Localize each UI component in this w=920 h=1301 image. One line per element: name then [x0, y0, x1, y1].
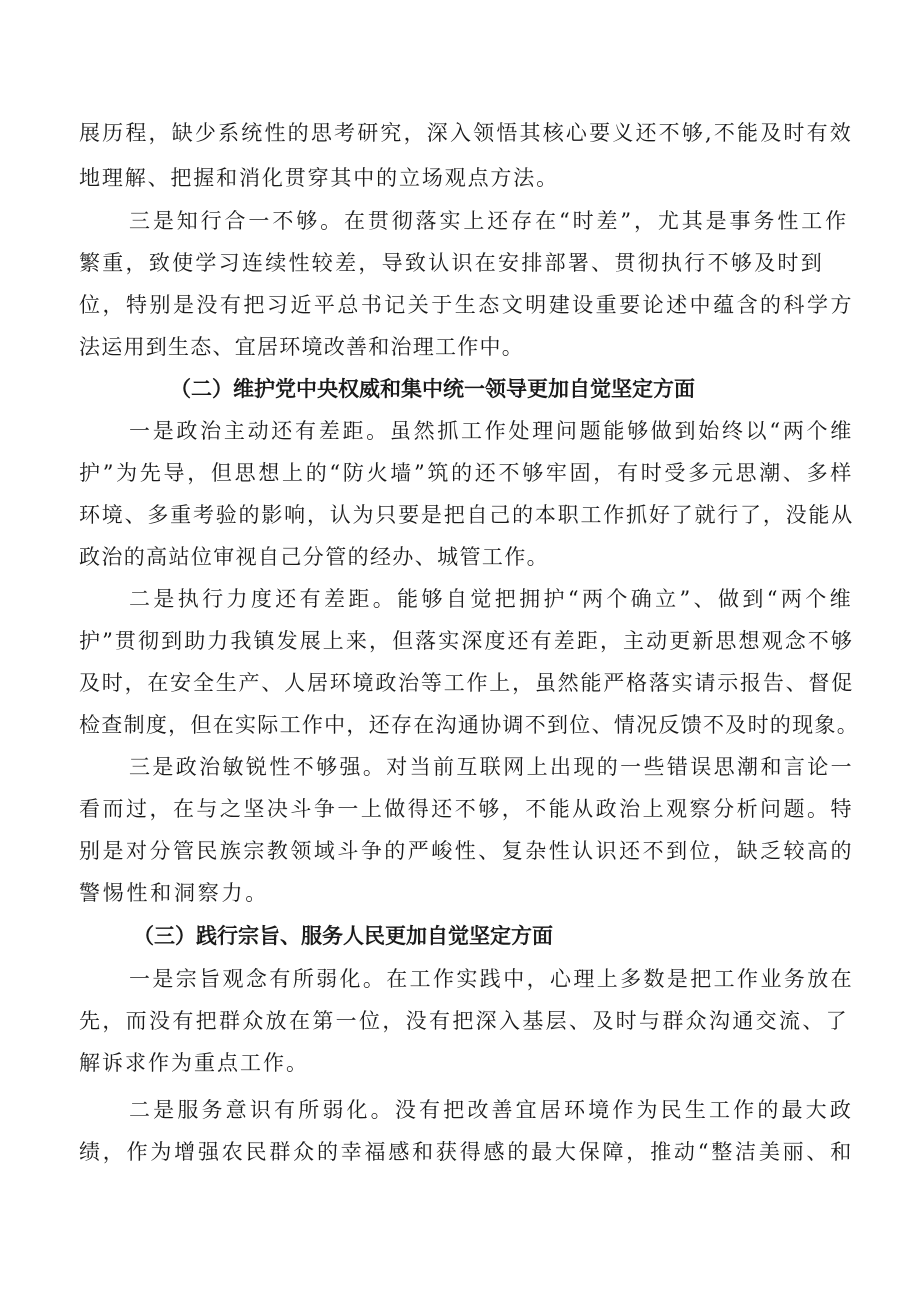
text-line: 环境、多重考验的影响，认为只要是把自己的本职工作抓好了就行了，没能从: [79, 503, 854, 527]
text-line: 检查制度，但在实际工作中，还存在沟通协调不到位、情况反馈不及时的现象。: [79, 713, 859, 737]
text-line: 繁重，致使学习连续性较差，导致认识在安排部署、贯彻执行不够及时到: [79, 251, 824, 275]
text-line: 先，而没有把群众放在第一位，没有把深入基层、及时与群众沟通交流、了: [79, 1009, 849, 1033]
text-line: 一是宗旨观念有所弱化。在工作实践中，心理上多数是把工作业务放在: [129, 967, 854, 991]
text-line: 警惕性和洞察力。: [79, 881, 269, 905]
text-line: 政治的高站位审视自己分管的经办、城管工作。: [79, 545, 549, 569]
text-line: 及时，在安全生产、人居环境政治等工作上，虽然能严格落实请示报告、督促: [79, 671, 854, 695]
text-line: 二是服务意识有所弱化。没有把改善宜居环境作为民生工作的最大政: [129, 1098, 854, 1122]
text-line: 看而过，在与之坚决斗争一上做得还不够，不能从政治上观察分析问题。特: [79, 797, 854, 821]
text-line: 三是知行合一不够。在贯彻落实上还存在“时差”，尤其是事务性工作: [129, 209, 849, 233]
text-line: 绩，作为增强农民群众的幸福感和获得感的最大保障，推动“整洁美丽、和: [79, 1140, 854, 1164]
text-line: 护”贯彻到助力我镇发展上来，但落实深度还有差距，主动更新思想观念不够: [79, 629, 854, 653]
text-line: 解诉求作为重点工作。: [79, 1051, 309, 1075]
section-heading: （三）践行宗旨、服务人民更加自觉坚定方面: [133, 924, 553, 948]
text-line: 法运用到生态、宜居环境改善和治理工作中。: [79, 335, 524, 359]
text-line: 三是政治敏锐性不够强。对当前互联网上出现的一些错误思潮和言论一: [129, 755, 854, 779]
text-line: 护”为先导，但思想上的“防火墙”筑的还不够牢固，有时受多元思潮、多样: [79, 461, 854, 485]
section-heading: （二）维护党中央权威和集中统一领导更加自觉坚定方面: [170, 377, 695, 401]
text-line: 位，特别是没有把习近平总书记关于生态文明建设重要论述中蕴含的科学方: [79, 293, 854, 317]
text-line: 二是执行力度还有差距。能够自觉把拥护“两个确立”、做到“两个维: [129, 587, 854, 611]
text-line: 别是对分管民族宗教领域斗争的严峻性、复杂性认识还不到位，缺乏较高的: [79, 839, 854, 863]
text-line: 地理解、把握和消化贯穿其中的立场观点方法。: [79, 166, 559, 190]
text-line: 展历程，缺少系统性的思考研究，深入领悟其核心要义还不够,不能及时有效: [79, 121, 853, 145]
text-line: 一是政治主动还有差距。虽然抓工作处理问题能够做到始终以“两个维: [129, 419, 854, 443]
